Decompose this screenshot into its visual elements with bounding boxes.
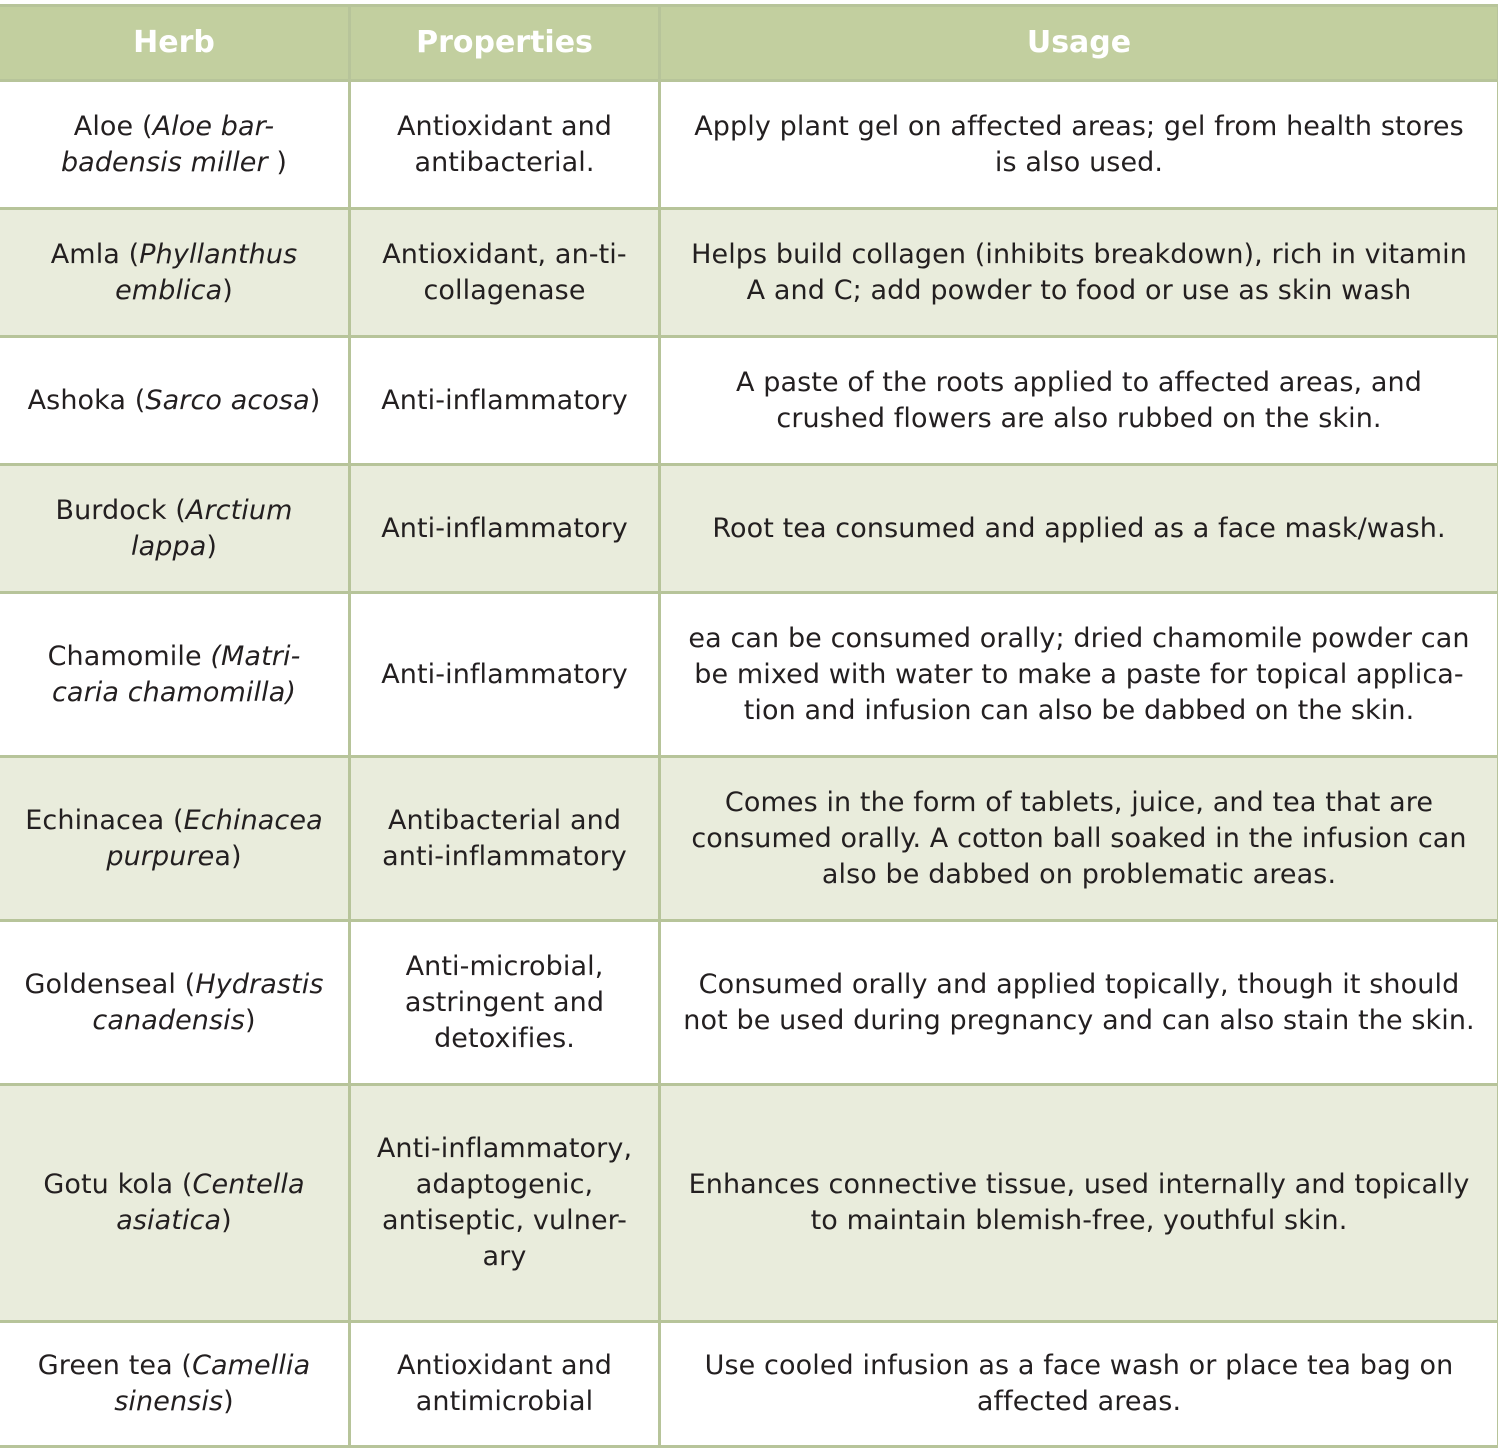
properties-cell: Antioxidant and antimicrobial — [350, 1322, 660, 1447]
herb-name: Gotu kola ( — [43, 1169, 193, 1200]
herb-cell — [0, 921, 350, 1085]
properties-cell: Anti-microbial, astringent and detoxifies. — [350, 921, 660, 1085]
properties-cell: Antioxidant, an-ti-collagenase — [350, 209, 660, 337]
table-row — [0, 81, 1498, 209]
herb-name-suffix: ) — [221, 1205, 232, 1236]
herb-name: Ashoka ( — [27, 384, 146, 416]
herb-cell — [0, 757, 350, 921]
herb-name-suffix: ) — [222, 274, 233, 306]
table-row — [0, 757, 1498, 921]
herb-name-suffix: ) — [244, 1004, 256, 1036]
properties-cell: Anti-inflammatory — [350, 465, 660, 593]
herb-latin-name: (Matri-caria chamomilla) — [51, 640, 301, 708]
herb-latin-name: Sarco acosa — [145, 384, 310, 416]
usage-cell: ea can be consumed orally; dried chamomile powder can be mixed with water to make a paste for topical applica-tion and infusion can also be dabbed on the skin. — [660, 593, 1498, 757]
herb-latin-name: Aloe bar-badensis miller — [60, 110, 277, 178]
table-row — [0, 1085, 1498, 1322]
herb-name: Burdock ( — [55, 494, 186, 526]
herb-name: Aloe ( — [73, 110, 153, 142]
usage-cell: Apply plant gel on affected areas; gel from health stores is also used. — [660, 81, 1498, 209]
properties-cell: Antioxidant and antibacterial. — [350, 81, 660, 209]
usage-cell: A paste of the roots applied to affected areas, and crushed flowers are also rubbed on the skin. — [660, 337, 1498, 465]
header-herb: Herb — [0, 6, 350, 81]
herb-name-suffix: ) — [309, 384, 321, 416]
herb-cell — [0, 1322, 350, 1447]
table-row — [0, 209, 1498, 337]
herb-name: Amla ( — [50, 238, 140, 270]
usage-cell: Helps build collagen (inhibits breakdown), rich in vitamin A and C; add powder to food or use as skin wash — [660, 209, 1498, 337]
herb-name: Echinacea ( — [25, 804, 184, 836]
herb-name-suffix: ) — [276, 146, 288, 178]
properties-cell: Anti-inflammatory — [350, 593, 660, 757]
herb-latin-name: Centella asiatica — [116, 1169, 305, 1236]
herbs-table — [0, 4, 1498, 1448]
herb-name-suffix: ) — [223, 1386, 234, 1417]
herb-cell — [0, 81, 350, 209]
herb-name: Goldenseal ( — [24, 968, 196, 1000]
herb-latin-name: Hydrastis canadensis — [92, 968, 324, 1036]
herb-name: Green tea ( — [37, 1350, 193, 1381]
properties-cell: Anti-inflammatory — [350, 337, 660, 465]
usage-cell: Enhances connective tissue, used internally and topically to maintain blemish-free, youthful skin. — [660, 1085, 1498, 1322]
usage-cell: Consumed orally and applied topically, though it should not be used during pregnancy and can also stain the skin. — [660, 921, 1498, 1085]
herb-latin-name: Echinacea purpure — [106, 804, 323, 872]
table-header-row — [0, 6, 1498, 81]
usage-cell: Root tea consumed and applied as a face mask/wash. — [660, 465, 1498, 593]
table-row — [0, 465, 1498, 593]
herb-latin-name: Camellia sinensis — [114, 1350, 311, 1417]
herb-latin-name: Arctium lappa — [130, 494, 293, 562]
herb-cell — [0, 209, 350, 337]
properties-cell: Anti-inflammatory, adaptogenic, antiseptic, vulner-ary — [350, 1085, 660, 1322]
usage-cell: Comes in the form of tablets, juice, and tea that are consumed orally. A cotton ball soaked in the infusion can also be dabbed on problematic areas. — [660, 757, 1498, 921]
header-usage: Usage — [660, 6, 1498, 81]
usage-cell: Use cooled infusion as a face wash or place tea bag on affected areas. — [660, 1322, 1498, 1447]
header-properties: Properties — [350, 6, 660, 81]
herb-latin-name: Phyllanthus emblica — [115, 238, 298, 306]
herb-cell — [0, 1085, 350, 1322]
herb-cell — [0, 593, 350, 757]
table-row — [0, 337, 1498, 465]
herb-name: Chamomile — [47, 640, 211, 672]
herb-name-suffix: a) — [214, 840, 242, 872]
table-row — [0, 593, 1498, 757]
properties-cell: Antibacterial and anti-inflammatory — [350, 757, 660, 921]
table-row — [0, 921, 1498, 1085]
herb-cell — [0, 465, 350, 593]
table-row — [0, 1322, 1498, 1447]
herb-name-suffix: ) — [206, 530, 217, 562]
herb-cell — [0, 337, 350, 465]
